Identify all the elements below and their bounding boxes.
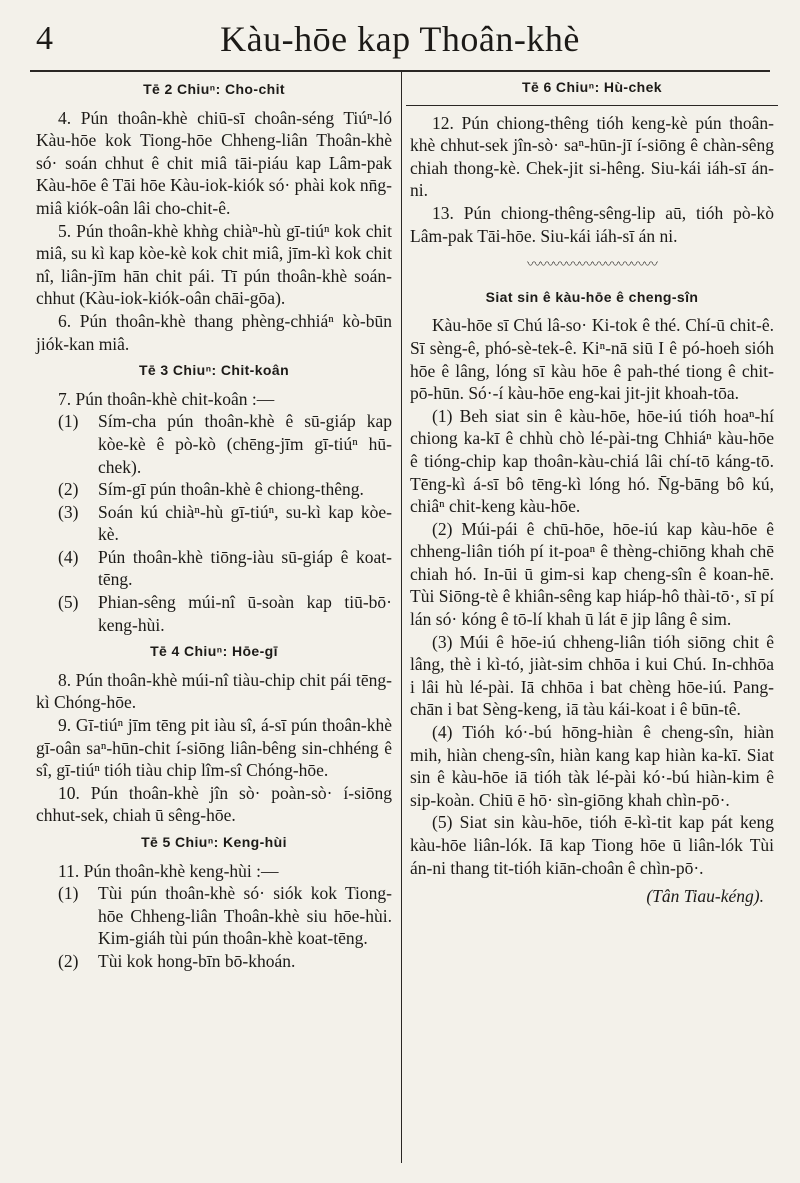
section-heading-chapter-5: Tē 5 Chiuⁿ: Keng-hùi — [141, 834, 287, 850]
article-12: 12. Pún chiong-thêng tióh keng-kè pún thoân-khè chhut-sek jîn-sò· saⁿ-hūn-jī í-siōng ê chàn-sêng chiah thong-kè. Chek-jit si-hêng. Siu-kái iáh-sī án-ni. — [410, 112, 774, 201]
article-point-5: (5) Siat sin kàu-hōe, tióh ē-kì-tit kap pát keng kàu-hōe liân-lók. Iā kap Tiong hōe ū liân-lók Tùi án-ni thang tit-tióh kiān-choân ê chìn-pō·. — [410, 812, 774, 878]
article-intro: Kàu-hōe sī Chú lâ-so· Ki-tok ê thé. Chí-ū chit-ê. Sī sèng-ê, phó-sè-tek-ê. Kiⁿ-nā siū I ê pó-hoeh sióh hōe ê lâng, lóng sī kàu hōe ê pah-thé tiong ê chit-pō-hūn. Só·-í kàu-hōe eng-kai jit-jit khoah-tōa. — [410, 315, 774, 404]
list-item-text: Pún thoân-khè tiōng-iàu sū-giáp ê koat-tēng. — [98, 546, 392, 590]
list-item — [58, 591, 392, 636]
list-item-number: (2) — [58, 479, 79, 500]
list-item — [58, 882, 392, 950]
article-7-list — [36, 410, 392, 636]
list-item-number: (1) — [58, 411, 79, 432]
author-signature: (Tân Tiau-kéng). — [646, 886, 764, 907]
list-item-text: Phian-sêng múi-nî ū-soàn kap tiū-bō· keng-hùi. — [98, 592, 392, 635]
column-divider — [401, 72, 402, 1163]
list-item-number: (1) — [58, 883, 79, 904]
article-9: 9. Gī-tiúⁿ jīm tēng pit iàu sî, á-sī pún thoân-khè gī-oân saⁿ-hūn-chit í-siōng liân-bêng sin-chhéng ê sî, gī-tiúⁿ tióh tiàu chip lîm-sî Chóng-hōe. — [36, 715, 392, 781]
list-item-text: Soán kú chiàⁿ-hù gī-tiúⁿ, su-kì kap kòe-kè. — [98, 501, 392, 545]
section-heading-chapter-6: Tē 6 Chiuⁿ: Hù-chek — [522, 79, 662, 95]
list-item — [58, 546, 392, 591]
section-heading-chapter-2: Tē 2 Chiuⁿ: Cho-chit — [143, 81, 285, 97]
article-point-3: (3) Múi ê hōe-iú chheng-liân tióh siōng chit ê lâng, thè i kì-tó, jiàt-sim chhōa i kui Chú. In-chhōa i lâi hù lé-pài. Iā chhōa i bat chèng hōe-iú. Pang-chān i bat Sèng-keng, iā tàu kái-koat i ê būn-tê. — [410, 631, 774, 720]
list-item-text: Sím-gī pún thoân-khè ê chiong-thêng. — [98, 479, 364, 500]
article-13: 13. Pún chiong-thêng-sêng-lip aū, tióh pò-kò Lâm-pak Tāi-hōe. Siu-kái iáh-sī án ni. — [410, 202, 774, 246]
article-11: 11. Pún thoân-khè keng-hùi :— — [58, 860, 279, 881]
list-item — [58, 950, 392, 973]
article-5: 5. Pún thoân-khè khǹg chiàⁿ-hù gī-tiúⁿ kok chit miâ, su kì kap kòe-kè kok chit miâ, jīm-kì kok chit nî, liân-jīm hān chit pái. Tī pún thoân-khè soán-chhut (Kàu-iok-kiók-oân chāi-gōa). — [36, 220, 392, 309]
article-11-list — [36, 882, 392, 972]
section-heading-chapter-3: Tē 3 Chiuⁿ: Chit-koân — [138, 362, 290, 379]
list-item — [58, 410, 392, 478]
list-item-text: Sím-cha pún thoân-khè ê sū-giáp kap kòe-kè ê pò-kò (chēng-jīm gī-tiúⁿ hū-chek). — [98, 411, 392, 477]
list-item-text: Tùi pún thoân-khè só· siók kok Tiong-hōe Chheng-liân Thoân-khè siu hōe-hùi. Kim-giáh tùi pún thoân-khè koat-tēng. — [98, 883, 392, 949]
section-heading-chapter-4: Tē 4 Chiuⁿ: Hōe-gī — [150, 643, 278, 660]
article-10: 10. Pún thoân-khè jîn sò· poàn-sò· í-siōng chhut-sek, chiah ū sêng-hōe. — [36, 782, 392, 826]
list-item-number: (5) — [58, 592, 79, 613]
article-4: 4. Pún thoân-khè chiū-sī choân-séng Tiúⁿ-ló Kàu-hōe kok Tiong-hōe Chheng-liân Thoân-khè só· soán chhut ê chit miâ tāi-piáu kap Lâm-pak Kàu-hōe ê Tāi hōe Kàu-iok-kiók só· phài kok nn̄g-miâ kiók-oân lâi cho-chit-ê. — [36, 107, 392, 218]
list-item-number: (2) — [58, 950, 79, 971]
list-item — [58, 478, 392, 501]
article-point-1: (1) Beh siat sin ê kàu-hōe, hōe-iú tióh hoaⁿ-hí chiong ka-kī ê chhù chò lé-pài-tng Chhiáⁿ kàu-hōe ê tióng-chip kap thoân-kàu-chiá lâi chí-tō káng-tō. Tēng-kì á-sī bô tēng-kì lóng hó. N̄g-bāng bô kú, chiâⁿ chit-keng kàu-hōe. — [410, 405, 774, 517]
list-item-text: Tùi kok hong-bīn bō-khoán. — [98, 950, 296, 971]
list-item-number: (4) — [58, 546, 79, 567]
page-number: 4 — [36, 20, 53, 57]
article-8: 8. Pún thoân-khè múi-nî tiàu-chip chit pái tēng-kì Chóng-hōe. — [36, 669, 392, 713]
article-7: 7. Pún thoân-khè chit-koân :— — [58, 388, 275, 409]
left-column — [36, 74, 392, 973]
article-point-4: (4) Tióh kó·-bú hōng-hiàn ê cheng-sîn, hiàn mih, hiàn cheng-sîn, hiàn kang kap hiàn ka-kī. Siat sin ê kàu-hōe iā tióh tàk lé-pài kó·-bú hiàn-kim ê sip-koàn. Chiū ē hō· sìn-giōng khah chìn-pō·. — [410, 722, 774, 810]
list-item-number: (3) — [58, 501, 79, 522]
right-column — [410, 74, 774, 908]
running-head-title: Kàu-hōe kap Thoân-khè — [220, 19, 580, 59]
section-rule — [406, 105, 778, 106]
list-item — [58, 501, 392, 546]
wavy-divider: 〰〰〰〰〰〰〰〰〰〰 — [527, 258, 657, 274]
article-6: 6. Pún thoân-khè thang phèng-chhiáⁿ kò-būn jiók-kan miâ. — [36, 310, 392, 354]
header-rule — [30, 70, 770, 72]
article-title: Siat sin ê kàu-hōe ê cheng-sîn — [485, 288, 699, 305]
article-point-2: (2) Múi-pái ê chū-hōe, hōe-iú kap kàu-hōe ê chheng-liân tióh pí it-poaⁿ ê thèng-chiōng khah chē chiah hó. In-ūi ū gim-si kap cheng-sîn ê koan-hē. Tùi Siōng-tè ê khiân-sêng kap hiáp-hô thài-tō·, sī pí lán só· kóng ê tō-lí khah ū lát ē jip lâng ê sim. — [410, 518, 774, 630]
